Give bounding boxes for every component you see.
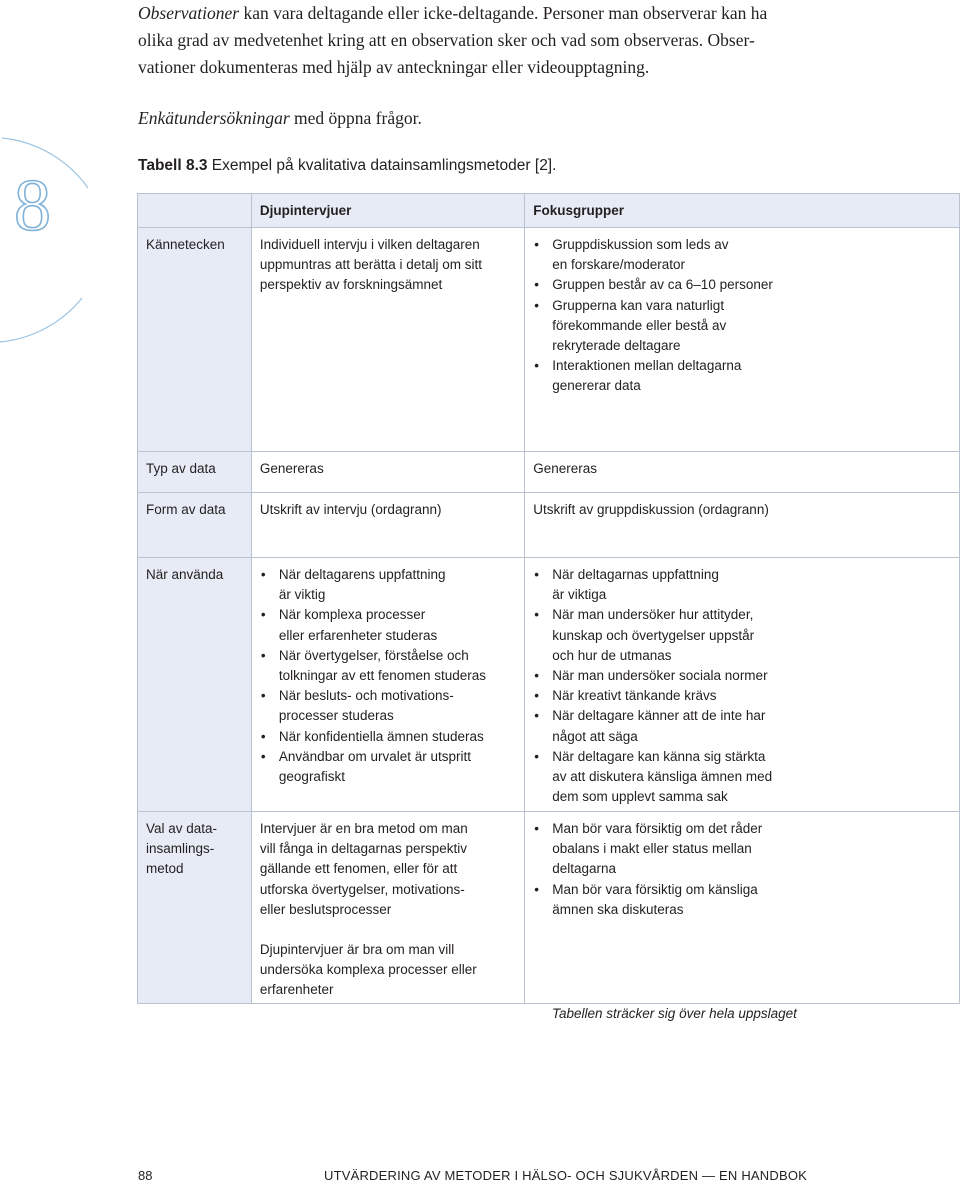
text-line: perspektiv av forskningsämnet — [259, 277, 443, 293]
kannetecken-fokus — [525, 228, 960, 452]
text-line: • Grupperna kan vara naturligt — [552, 297, 725, 313]
text-line: • När deltagarens uppfattning — [278, 567, 446, 582]
list-item — [533, 686, 951, 706]
text-line: • När man undersöker sociala normer — [552, 668, 768, 684]
list-item — [533, 747, 951, 808]
text-line: är viktiga — [552, 587, 607, 603]
text-line: eller beslutsprocesser — [259, 901, 392, 917]
typ-djup: Genereras — [251, 452, 524, 493]
bullet-list — [260, 565, 516, 787]
text-line: förekommande eller bestå av — [552, 317, 727, 333]
row-val-av-metod — [138, 812, 960, 1004]
text-line: obalans i makt eller status mellan — [552, 841, 752, 857]
text-line: Val av data- — [146, 821, 218, 836]
text-line: • När komplexa processer — [278, 607, 426, 623]
table-note: Tabellen sträcker sig över hela uppslaget — [552, 1006, 797, 1021]
val-djup-paragraph-1 — [260, 819, 516, 920]
list-item — [533, 356, 951, 396]
text-line: deltagarna — [552, 861, 617, 877]
list-item — [533, 819, 951, 880]
table-caption-label: Tabell 8.3 — [138, 157, 208, 174]
text-line: • Interaktionen mellan deltagarna — [552, 358, 742, 374]
typ-fokus: Genereras — [525, 452, 960, 493]
text-line: Intervjuer är en bra metod om man — [259, 821, 468, 836]
text-line: erfarenheter — [259, 982, 334, 998]
text-line: rekryterade deltagare — [552, 338, 681, 354]
row-label-nar: När använda — [138, 558, 252, 812]
list-item — [260, 605, 516, 645]
intro-line-3: vationer dokumenteras med hjälp av anteckningar eller videoupptagning. — [138, 57, 650, 77]
header-empty — [138, 194, 252, 228]
page-number: 88 — [138, 1168, 153, 1183]
text-line: • Man bör vara försiktig om känsliga — [552, 881, 758, 897]
methods-table — [137, 193, 960, 1004]
nar-fokus — [525, 558, 960, 812]
text-line: något att säga — [552, 728, 638, 744]
form-djup: Utskrift av intervju (ordagrann) — [251, 493, 524, 558]
chapter-number: 8 — [14, 165, 51, 247]
text-line: en forskare/moderator — [552, 257, 686, 273]
list-item — [533, 605, 951, 666]
list-item — [260, 646, 516, 686]
text-line: eller erfarenheter studeras — [278, 627, 438, 643]
text-line: • När kreativt tänkande krävs — [552, 688, 717, 704]
text-line: • När deltagare känner att de inte har — [552, 708, 766, 724]
row-label-val — [138, 812, 252, 1004]
intro-line-1 — [138, 0, 948, 27]
text-line: • När övertygelser, förståelse och — [278, 647, 469, 663]
header-djupintervjuer: Djupintervjuer — [251, 194, 524, 228]
text-line: • När man undersöker hur attityder, — [552, 607, 754, 623]
row-label-typ: Typ av data — [138, 452, 252, 493]
list-item — [260, 686, 516, 726]
list-item — [533, 235, 951, 275]
row-nar-anvanda — [138, 558, 960, 812]
survey-term: Enkätundersökningar — [138, 108, 290, 128]
bullet-list — [533, 235, 951, 397]
text-line: dem som upplevt samma sak — [552, 789, 728, 805]
bullet-list — [533, 565, 951, 807]
list-item — [533, 296, 951, 357]
form-fokus: Utskrift av gruppdiskussion (ordagrann) — [525, 493, 960, 558]
text-line: • När deltagarnas uppfattning — [552, 567, 719, 582]
text-line: insamlings- — [146, 841, 215, 857]
text-line: • Användbar om urvalet är utspritt — [278, 748, 471, 764]
row-form-av-data — [138, 493, 960, 558]
text-line: metod — [146, 861, 184, 877]
intro-paragraph — [138, 0, 948, 81]
text-line: • Gruppdiskussion som leds av — [552, 237, 729, 252]
row-label-kannetecken: Kännetecken — [138, 228, 252, 452]
survey-paragraph — [138, 105, 422, 132]
book-title: UTVÄRDERING AV METODER I HÄLSO- OCH SJUKVÅRDEN — EN HANDBOK — [324, 1168, 808, 1183]
list-item — [260, 565, 516, 605]
list-item — [533, 666, 951, 686]
page-footer — [0, 1168, 960, 1188]
text-line: • Gruppen består av ca 6–10 personer — [552, 277, 773, 293]
text-line: • När deltagare kan känna sig stärkta — [552, 748, 766, 764]
list-item — [533, 565, 951, 605]
text-line: • När besluts- och motivations- — [278, 688, 454, 704]
text-line: • Man bör vara försiktig om det råder — [552, 821, 763, 836]
val-djup-paragraph-2 — [260, 940, 516, 1001]
text-line: genererar data — [552, 378, 641, 394]
observationer-term: Observationer — [138, 3, 240, 23]
survey-rest: med öppna frågor. — [289, 108, 422, 128]
list-item — [533, 275, 951, 295]
text-line: är viktig — [278, 587, 326, 603]
text-line: tolkningar av ett fenomen studeras — [278, 668, 487, 684]
nar-djup — [251, 558, 524, 812]
intro-line-2: olika grad av medvetenhet kring att en observation sker och vad som observeras. Obser- — [138, 30, 755, 50]
table-header-row — [138, 194, 960, 228]
text-line: gällande ett fenomen, eller för att — [259, 861, 458, 877]
text-line: ämnen ska diskuteras — [552, 901, 684, 917]
bullet-list — [533, 819, 951, 920]
table-caption — [138, 156, 556, 176]
list-item — [533, 880, 951, 920]
table-caption-text: Exempel på kvalitativa datainsamlingsmetoder [2]. — [207, 157, 557, 174]
row-kannetecken — [138, 228, 960, 452]
list-item — [260, 727, 516, 747]
text-line: processer studeras — [278, 708, 394, 724]
text-line: kunskap och övertygelser uppstår — [552, 627, 755, 643]
row-label-form: Form av data — [138, 493, 252, 558]
val-djup — [251, 812, 524, 1004]
list-item — [260, 747, 516, 787]
text-line: • När konfidentiella ämnen studeras — [278, 728, 484, 744]
text-line: av att diskutera känsliga ämnen med — [552, 769, 773, 785]
val-fokus — [525, 812, 960, 1004]
row-typ-av-data — [138, 452, 960, 493]
intro-line-1-rest: kan vara deltagande eller icke-deltagande. Personer man observerar kan ha — [239, 3, 768, 23]
text-line: vill fånga in deltagarnas perspektiv — [259, 841, 468, 857]
list-item — [533, 706, 951, 746]
kannetecken-djup — [251, 228, 524, 452]
header-fokusgrupper: Fokusgrupper — [525, 194, 960, 228]
text-line: och hur de utmanas — [552, 647, 672, 663]
text-line: Individuell intervju i vilken deltagaren — [259, 237, 480, 252]
text-line: Djupintervjuer är bra om man vill — [259, 942, 455, 958]
text-line: undersöka komplexa processer eller — [259, 962, 477, 978]
text-line: geografiskt — [278, 769, 345, 785]
text-line: utforska övertygelser, motivations- — [259, 881, 465, 897]
text-line: uppmuntras att berätta i detalj om sitt — [259, 257, 483, 273]
